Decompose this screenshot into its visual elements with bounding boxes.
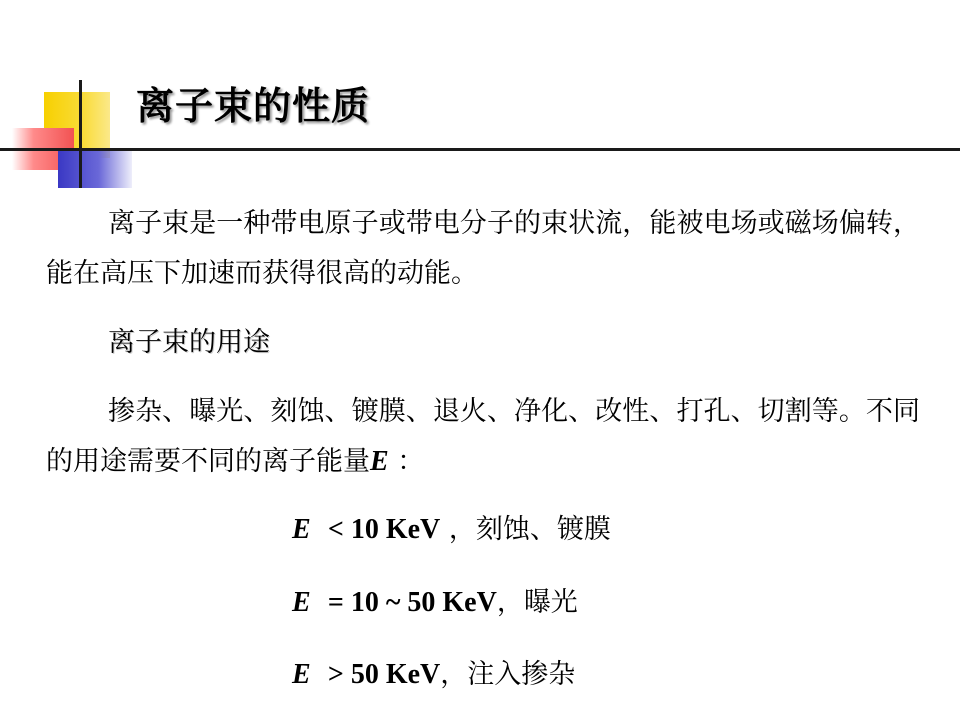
formula-usage: 注入掺杂 <box>467 659 576 690</box>
formula-symbol: E <box>292 587 311 618</box>
formula-separator: ， <box>440 514 476 545</box>
paragraph-uses-colon: ： <box>388 446 425 477</box>
energy-symbol: E <box>370 446 389 477</box>
formula-separator: ， <box>440 659 468 690</box>
formula-usage: 曝光 <box>523 587 578 618</box>
formula-row-1 <box>292 510 611 550</box>
formula-symbol: E <box>292 514 311 545</box>
slide-title: 离子束的性质 <box>136 84 371 128</box>
formula-symbol: E <box>292 659 311 690</box>
formula-relation: > 50 KeV <box>327 659 441 690</box>
logo-blue-bar <box>58 150 132 188</box>
paragraph-uses <box>46 387 920 487</box>
formula-relation: = 10 ~ 50 KeV <box>327 587 497 618</box>
formula-relation: < 10 KeV <box>327 514 441 545</box>
formula-row-3 <box>292 655 575 695</box>
logo-vertical-rule <box>79 80 82 188</box>
title-underline-rule <box>0 148 960 151</box>
formula-usage: 刻蚀、镀膜 <box>475 514 611 545</box>
formula-separator: ， <box>496 587 524 618</box>
paragraph-definition: 离子束是一种带电原子或带电分子的束状流，能被电场或磁场偏转，能在高压下加速而获得很高的动能。 <box>46 208 920 289</box>
subheading-uses: 离子束的用途 <box>108 327 270 358</box>
paragraph-uses-text: 掺杂、曝光、刻蚀、镀膜、退火、净化、改性、打孔、切割等。不同的用途需要不同的离子能量 <box>46 396 920 477</box>
formula-row-2 <box>292 583 578 623</box>
